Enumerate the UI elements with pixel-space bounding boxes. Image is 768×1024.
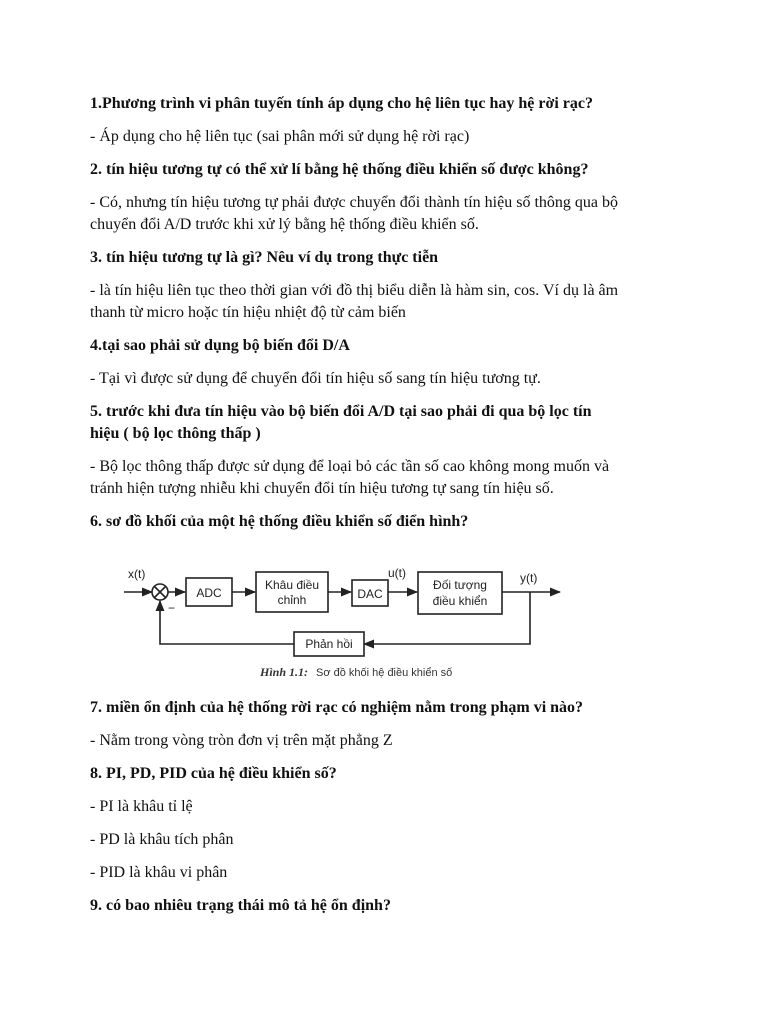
question-8: 8. PI, PD, PID của hệ điều khiển số?	[90, 765, 337, 782]
plant-label-line-2: điều khiển	[432, 594, 488, 608]
block-diagram-figure	[118, 552, 578, 684]
u-signal-label: u(t)	[388, 566, 406, 580]
answer-2-line-2: chuyển đổi A/D trước khi xử lý bằng hệ thống điều khiển số.	[90, 216, 479, 233]
output-label: y(t)	[520, 571, 538, 585]
question-2: 2. tín hiệu tương tự có thể xử lí bằng hệ thống điều khiển số được không?	[90, 161, 589, 178]
answer-8-pd: - PD là khâu tích phân	[90, 831, 234, 848]
dac-label: DAC	[357, 587, 383, 601]
answer-7: - Nằm trong vòng tròn đơn vị trên mặt phẳng Z	[90, 732, 393, 749]
controller-label-line-2: chỉnh	[277, 593, 307, 607]
question-5-line-1: 5. trước khi đưa tín hiệu vào bộ biến đổi A/D tại sao phải đi qua bộ lọc tín	[90, 403, 592, 420]
feedback-label: Phản hồi	[305, 637, 353, 651]
input-label: x(t)	[128, 567, 146, 581]
question-9: 9. có bao nhiêu trạng thái mô tả hệ ổn định?	[90, 897, 391, 914]
minus-sign: −	[168, 601, 176, 615]
block-diagram	[118, 552, 578, 684]
figure-caption-text: Sơ đồ khối hệ điều khiển số	[316, 667, 453, 679]
answer-1: - Áp dụng cho hệ liên tục (sai phân mới sử dụng hệ rời rạc)	[90, 128, 470, 145]
answer-3-line-2: thanh từ micro hoặc tín hiệu nhiệt độ từ cảm biến	[90, 304, 406, 321]
answer-3-line-1: - là tín hiệu liên tục theo thời gian với đồ thị biểu diễn là hàm sin, cos. Ví dụ là âm	[90, 282, 619, 299]
question-1: 1.Phương trình vi phân tuyến tính áp dụng cho hệ liên tục hay hệ rời rạc?	[90, 95, 593, 112]
question-3: 3. tín hiệu tương tự là gì? Nêu ví dụ trong thực tiễn	[90, 249, 439, 266]
answer-8-pid: - PID là khâu vi phân	[90, 864, 228, 881]
summing-junction	[152, 584, 168, 600]
figure-caption	[259, 663, 452, 680]
answer-8-pi: - PI là khâu tỉ lệ	[90, 798, 193, 815]
answer-4: - Tại vì được sử dụng để chuyển đổi tín hiệu số sang tín hiệu tương tự.	[90, 370, 541, 387]
answer-2-line-1: - Có, nhưng tín hiệu tương tự phải được chuyển đổi thành tín hiệu số thông qua bộ	[90, 194, 618, 211]
answer-5-line-1: - Bộ lọc thông thấp được sử dụng để loại bỏ các tần số cao không mong muốn và	[90, 458, 610, 475]
adc-label: ADC	[196, 586, 222, 600]
question-6: 6. sơ đồ khối của một hệ thống điều khiển số điển hình?	[90, 513, 469, 530]
answer-5-line-2: tránh hiện tượng nhiễu khi chuyển đổi tín hiệu tương tự sang tín hiệu số.	[90, 480, 554, 497]
plant-label-line-1: Đối tượng	[433, 578, 487, 592]
question-4: 4.tại sao phải sử dụng bộ biến đổi D/A	[90, 337, 350, 354]
question-7: 7. miền ổn định của hệ thống rời rạc có nghiệm nằm trong phạm vi nào?	[90, 699, 584, 716]
controller-label-line-1: Khâu điều	[264, 578, 320, 592]
question-5-line-2: hiệu ( bộ lọc thông thấp )	[90, 425, 261, 442]
figure-caption-number: Hình 1.1:	[260, 665, 309, 679]
